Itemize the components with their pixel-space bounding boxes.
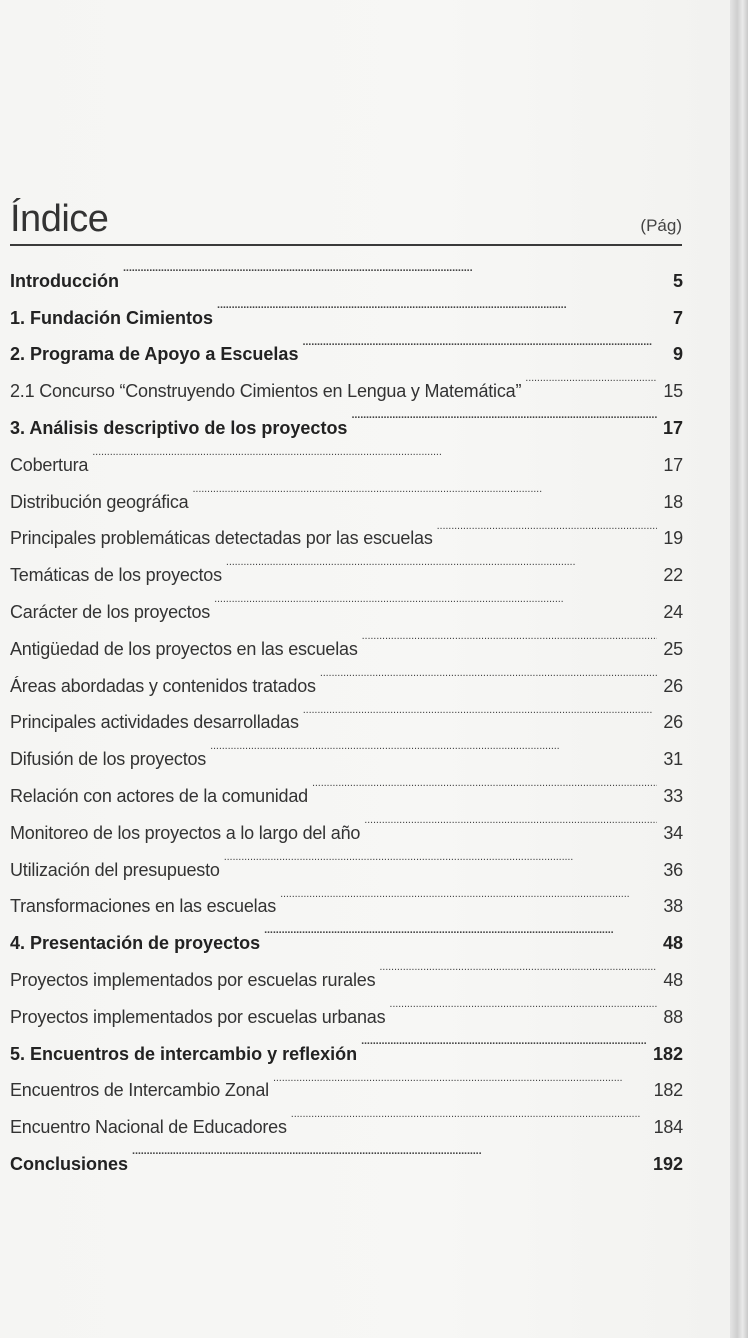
toc-dot-leader (123, 250, 659, 287)
toc-entry-page-number: 33 (663, 785, 683, 806)
toc-entry-page-number: 31 (663, 749, 683, 770)
toc-dot-leader (214, 581, 657, 618)
toc-dot-leader (302, 324, 659, 361)
toc-entry-page-number: 9 (672, 344, 683, 365)
toc-dot-leader (389, 986, 657, 1023)
toc-entry (10, 471, 683, 512)
toc-entry-label: Antigüedad de los proyectos en las escuelas (10, 638, 358, 659)
toc-entry-page-number: 48 (663, 969, 683, 990)
toc-entry-page-number: 5 (672, 270, 683, 291)
toc-entry-label: Transformaciones en las escuelas (10, 896, 277, 917)
toc-entry-page-number: 88 (663, 1006, 683, 1027)
toc-entry-label: Conclusiones (10, 1153, 129, 1174)
toc-entry-label: 4. Presentación de proyectos (10, 933, 261, 954)
toc-entry-label: Utilización del presupuesto (10, 859, 220, 880)
toc-dot-leader (525, 360, 657, 397)
toc-entry-label: 2. Programa de Apoyo a Escuelas (10, 344, 299, 365)
toc-dot-leader (320, 655, 658, 692)
toc-entry-page-number: 25 (663, 638, 683, 659)
toc-entry (10, 250, 683, 291)
toc-entry-label: Relación con actores de la comunidad (10, 785, 308, 806)
toc-entry-page-number: 38 (663, 896, 683, 917)
toc-entry-page-number: 15 (663, 381, 683, 402)
toc-dot-leader (364, 802, 657, 839)
toc-entry-label: Principales actividades desarrolladas (10, 712, 299, 733)
toc-dot-leader (280, 876, 657, 913)
toc-entry-page-number: 182 (652, 1043, 683, 1064)
toc-dot-leader (224, 839, 658, 876)
toc-entry-page-number: 24 (663, 601, 683, 622)
toc-entry-label: Distribución geográfica (10, 491, 189, 512)
toc-dot-leader (273, 1060, 648, 1097)
toc-entry-label: Temáticas de los proyectos (10, 565, 222, 586)
toc-entry-label: Difusión de los proyectos (10, 749, 207, 770)
toc-dot-leader (226, 544, 657, 581)
toc-entry-label: 2.1 Concurso “Construyendo Cimientos en Lengua y Matemática” (10, 381, 522, 402)
toc-entry-page-number: 184 (653, 1117, 683, 1138)
toc-entry-label: 5. Encuentros de intercambio y reflexión (10, 1043, 358, 1064)
toc-entry-page-number: 7 (672, 307, 683, 328)
table-of-contents (10, 250, 683, 1174)
toc-entry-page-number: 34 (663, 822, 683, 843)
toc-entry-page-number: 26 (663, 712, 683, 733)
toc-entry-label: Introducción (10, 270, 119, 291)
toc-dot-leader (291, 1096, 648, 1133)
toc-entry-label: Áreas abordadas y contenidos tratados (10, 675, 316, 696)
toc-dot-leader (361, 1023, 647, 1060)
toc-dot-leader (264, 912, 657, 949)
toc-entry-page-number: 17 (662, 417, 683, 438)
toc-entry-label: Carácter de los proyectos (10, 601, 211, 622)
index-header (10, 190, 682, 246)
toc-dot-leader (210, 728, 657, 765)
toc-dot-leader (437, 508, 658, 545)
toc-dot-leader (379, 949, 657, 986)
toc-dot-leader (351, 397, 657, 434)
toc-entry-label: 3. Análisis descriptivo de los proyectos (10, 417, 348, 438)
toc-entry-label: Proyectos implementados por escuelas urbanas (10, 1006, 386, 1027)
toc-entry-page-number: 22 (663, 565, 683, 586)
toc-entry-page-number: 48 (662, 933, 683, 954)
toc-entry-page-number: 36 (663, 859, 683, 880)
toc-entry-page-number: 26 (663, 675, 683, 696)
page-edge (730, 0, 748, 1338)
page-column-label: (Pág) (640, 216, 682, 235)
toc-entry-page-number: 192 (652, 1153, 683, 1174)
toc-dot-leader (303, 692, 658, 729)
toc-entry-page-number: 182 (653, 1080, 683, 1101)
toc-entry-label: 1. Fundación Cimientos (10, 307, 214, 328)
toc-entry-label: Encuentro Nacional de Educadores (10, 1117, 287, 1138)
toc-dot-leader (362, 618, 658, 655)
toc-dot-leader (193, 471, 658, 508)
toc-entry-label: Cobertura (10, 454, 89, 475)
toc-dot-leader (132, 1133, 647, 1170)
toc-entry (10, 434, 683, 475)
toc-entry-page-number: 19 (663, 528, 683, 549)
page-title: Índice (10, 198, 109, 240)
toc-entry-page-number: 18 (663, 491, 683, 512)
toc-dot-leader (312, 765, 657, 802)
toc-dot-leader (217, 287, 659, 324)
toc-entry-label: Proyectos implementados por escuelas rurales (10, 969, 376, 990)
toc-entry-page-number: 17 (663, 454, 683, 475)
toc-entry-label: Monitoreo de los proyectos a lo largo del año (10, 822, 361, 843)
toc-entry-label: Principales problemáticas detectadas por las escuelas (10, 528, 433, 549)
toc-entry-label: Encuentros de Intercambio Zonal (10, 1080, 269, 1101)
toc-dot-leader (92, 434, 657, 471)
